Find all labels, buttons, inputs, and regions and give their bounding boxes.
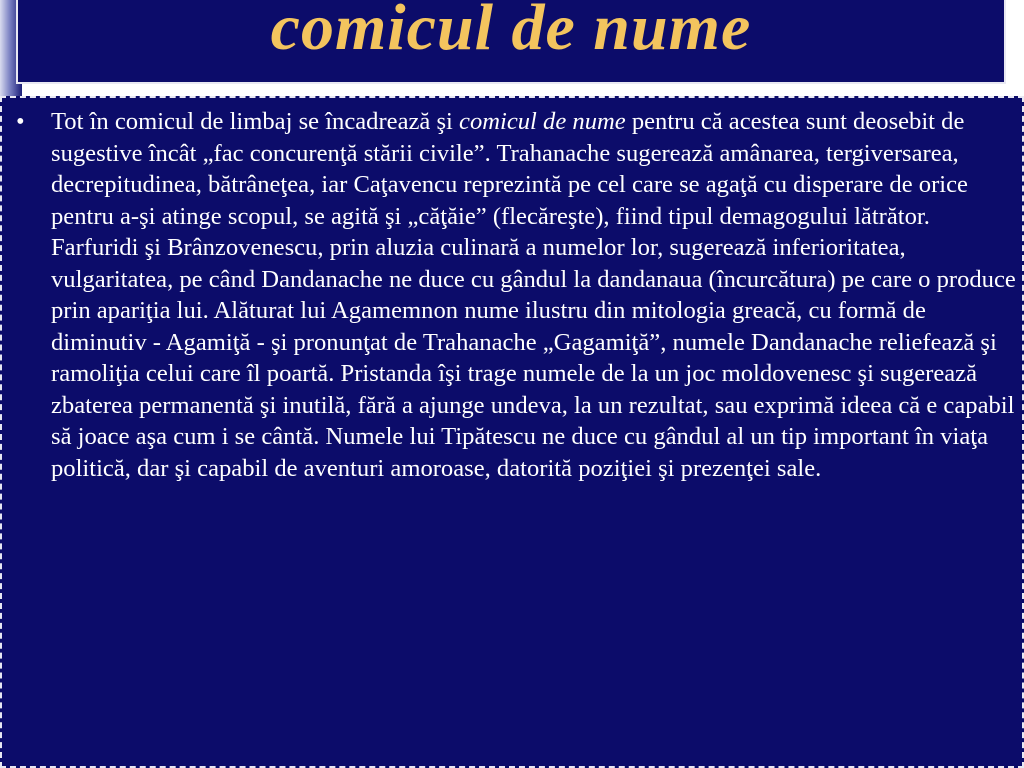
bullet-icon: •: [16, 108, 25, 135]
content-panel: [0, 96, 1024, 768]
title-panel: [16, 0, 1006, 84]
bullet-item: [16, 106, 1018, 484]
bullet-paragraph: [51, 106, 1021, 484]
paragraph-text-rest: pentru că acestea sunt deosebit de sugestive încât „fac concurenţă stării civile”. Trahanache sugerează amânarea, tergiversarea, decrepitudinea, bătrâneţea, iar Caţavencu reprezintă pe cel care se agaţă cu disperare de orice pentru a-şi atinge scopul, se agită şi „căţăie” (flecăreşte), fiind tipul demagogului lătrător. Farfuridi şi Brânzovenescu, prin aluzia culinară a numelor lor, sugerează inferioritatea, vulgaritatea, pe când Dandanache ne duce cu gândul la dandanaua (încurcătura) pe care o produce prin apariţia lui. Alăturat lui Agamemnon nume ilustru din mitologia greacă, cu formă de diminutiv - Agamiţă - şi pronunţat de Trahanache „Gagamiţă”, numele Dandanache reliefează şi ramoliţia celui care îl poartă. Pristanda îşi trage numele de la un joc moldovenesc şi sugerează zbaterea permanentă şi inutilă, fără a ajunge undeva, la un rezultat, sau exprimă ideea că e capabil să joace aşa cum i se cântă. Numele lui Tipătescu ne duce cu gândul al un tip important în viaţa politică, dar şi capabil de aventuri amoroase, datorită poziţiei şi prezenţei sale.: [51, 108, 1016, 482]
paragraph-emphasis: comicul de nume: [459, 108, 626, 135]
slide-title: comicul de nume: [270, 0, 752, 64]
paragraph-text-start: Tot în comicul de limbaj se încadrează şi: [51, 108, 460, 135]
